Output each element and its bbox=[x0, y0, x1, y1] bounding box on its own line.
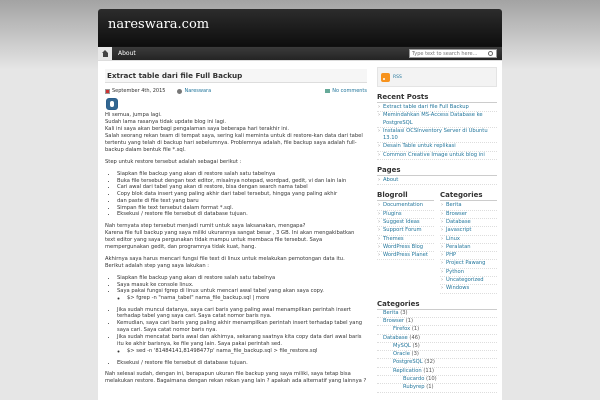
category-link[interactable]: › Peralatan bbox=[440, 244, 497, 252]
site-header bbox=[98, 9, 502, 46]
category-tree-item[interactable] bbox=[377, 359, 497, 367]
blogroll-link[interactable]: › Documentation bbox=[377, 202, 434, 210]
recent-posts-title: Recent Posts bbox=[377, 93, 497, 103]
category-tree-item[interactable] bbox=[377, 326, 497, 334]
categories-tree-title: Categories bbox=[377, 300, 497, 310]
category-link[interactable]: › Python bbox=[440, 269, 497, 277]
category-tree-item[interactable] bbox=[377, 384, 497, 392]
blogroll-title: Blogroll bbox=[377, 191, 434, 201]
pages-title: Pages bbox=[377, 166, 497, 176]
list-item: • Cari awal dari tabel yang akan di restore, bisa dengan search nama tabel bbox=[117, 184, 367, 191]
command-line: ◦ $> sed -n '81484141,81498477p' nama_file_backup.sql > file_restore.sql bbox=[127, 348, 367, 355]
blogroll-link[interactable]: › Suggest Ideas bbox=[377, 219, 434, 227]
category-count: (10) bbox=[426, 376, 437, 383]
category-tree-label[interactable]: Bucardo bbox=[403, 376, 425, 383]
list-item: • Jika sudah muncul datanya, saya cari baris yang paling awal menampilkan perintah insert bbox=[117, 307, 367, 314]
category-tree-item[interactable] bbox=[377, 343, 497, 351]
recent-post-link[interactable]: › Common Creative Image untuk blog ini bbox=[377, 152, 497, 160]
recent-post-link[interactable]: › Extract table dari file Full Backup bbox=[377, 104, 497, 112]
category-tree-item[interactable] bbox=[377, 310, 497, 318]
category-count: (11) bbox=[423, 367, 435, 374]
comment-icon bbox=[325, 89, 330, 93]
category-tree-label[interactable]: Rubyrep bbox=[403, 384, 425, 391]
category-count: (1) bbox=[411, 326, 420, 333]
paragraph: Berikut adalah step yang saya lakukan : bbox=[105, 262, 210, 269]
category-tree-item[interactable] bbox=[377, 368, 497, 376]
search-input[interactable] bbox=[409, 49, 497, 58]
list-item: • dan paste di file text yang baru bbox=[117, 198, 367, 205]
rss-widget[interactable] bbox=[377, 67, 497, 87]
recent-post-link[interactable]: › Memindahkan MS-Access Database ke PostgreSQL bbox=[377, 112, 497, 128]
main-column bbox=[105, 69, 367, 385]
search-icon[interactable] bbox=[488, 51, 493, 56]
site-title[interactable]: nareswara.com bbox=[108, 17, 210, 32]
category-tree-item[interactable] bbox=[377, 335, 497, 343]
category-link[interactable]: › Browser bbox=[440, 211, 497, 219]
paragraph: melakukan restore. Bagaimana dengan rekan rekan yang lain ? apakah ada alternatif yang lainnya ? bbox=[105, 378, 367, 385]
categories-widget bbox=[440, 185, 497, 293]
list-item: • Buka file tersebut dengan text editor, misalnya notepad, wordpad, gedit, vi dan lain lain bbox=[117, 178, 367, 185]
category-count: (1) bbox=[405, 317, 414, 324]
paragraph: Nah selesai sudah, dengan ini, berapapun ukuran file backup yang saya miliki, saya tetap bisa bbox=[105, 371, 351, 378]
list-item: • Copy blok data insert yang paling akhir dari tabel tersebut, hingga yang paling akhir bbox=[117, 191, 367, 198]
list-item: • Saya pakai fungsi fgrep di linux untuk mencari awal tabel yang akan saya copy. bbox=[117, 288, 367, 295]
category-tree-label[interactable]: Berita bbox=[383, 309, 399, 316]
category-link[interactable]: › Javascript bbox=[440, 227, 497, 235]
category-link[interactable]: › Database bbox=[440, 219, 497, 227]
categories-title: Categories bbox=[440, 191, 497, 201]
category-count: (1) bbox=[426, 384, 434, 391]
category-tree-item[interactable] bbox=[377, 376, 497, 384]
user-icon bbox=[177, 89, 182, 94]
category-tree-label[interactable]: Replication bbox=[393, 367, 422, 374]
home-tab[interactable] bbox=[98, 47, 112, 60]
paragraph: Kali ini saya akan berbagi pengalaman saya beberapa hari terakhir ini. bbox=[105, 126, 290, 132]
category-count: (46) bbox=[409, 334, 421, 341]
blogroll-widget bbox=[377, 185, 434, 293]
list-item: • Siapkan file backup yang akan di restore salah satu tabelnya bbox=[117, 275, 367, 282]
home-icon bbox=[102, 50, 109, 57]
paragraph: text editor yang saya pergunakan tidak mampu untuk membaca file tersebut. Saya bbox=[105, 236, 323, 243]
list-item: • Jika sudah mencatat baris awal dan akhirnya, sekarang saatnya kita copy data dari awal baris bbox=[117, 334, 367, 341]
steps2-list bbox=[117, 275, 367, 366]
recent-post-link[interactable]: › Desain Table untuk replikasi bbox=[377, 143, 497, 151]
category-link[interactable]: › PHP bbox=[440, 252, 497, 260]
paragraph: Sudah lama rasanya tidak update blog ini lagi. bbox=[105, 119, 227, 125]
steps-list bbox=[117, 171, 367, 218]
post-meta bbox=[105, 86, 367, 96]
category-count: (5) bbox=[412, 342, 420, 349]
rss-label[interactable]: RSS bbox=[393, 74, 402, 80]
post-body bbox=[105, 112, 367, 385]
post-comments[interactable]: No comments bbox=[332, 88, 367, 94]
calendar-icon bbox=[105, 89, 110, 94]
paragraph: backup dalam bentuk file *.sql. bbox=[105, 147, 186, 153]
blogroll-link[interactable]: › Support Forum bbox=[377, 227, 434, 235]
nav-about[interactable]: About bbox=[118, 50, 136, 57]
post-date: September 4th, 2015 bbox=[112, 88, 166, 94]
recent-post-link[interactable]: › Instalasi OCSInventory Server di Ubuntu 13.10 bbox=[377, 128, 497, 144]
command-line: ◦ $> fgrep -n "nama_tabel" nama_file_backup.sql | more bbox=[127, 295, 367, 302]
categories-tree bbox=[377, 310, 497, 393]
list-continuation: terhadap tabel yang saya cari. Saya catat nomor baris nya. bbox=[117, 313, 272, 320]
category-link[interactable]: › Berita bbox=[440, 202, 497, 210]
post-author[interactable]: Nareswara bbox=[184, 88, 212, 94]
nav-bar bbox=[98, 46, 502, 60]
category-link[interactable]: › Uncategorized bbox=[440, 277, 497, 285]
post-title[interactable]: Extract table dari file Full Backup bbox=[105, 69, 367, 83]
paragraph: Salah seorang rekan team di tempat saya, sering kali meminta untuk di restore-kan data dari tabel bbox=[105, 133, 363, 139]
category-link[interactable]: › Project Pawang bbox=[440, 260, 497, 268]
paragraph: tertentu yang telah di backup hari sebelumnya. Problemnya adalah, file backup saya adalah full- bbox=[105, 140, 357, 146]
paragraph: mempergunakan gedit, dan programnya tidak kuat, hang. bbox=[105, 243, 257, 250]
category-link[interactable]: › Linux bbox=[440, 236, 497, 244]
sidebar bbox=[377, 67, 497, 393]
blogroll-list bbox=[377, 202, 434, 260]
category-tree-label[interactable]: Browser bbox=[383, 317, 405, 324]
paragraph: Akhirnya saya harus mencari fungsi file text di linux untuk melakukan pemotongan data itu. bbox=[105, 255, 345, 262]
category-tree-label[interactable]: PostgreSQL bbox=[393, 359, 423, 366]
category-tree-label[interactable]: Firefox bbox=[393, 326, 411, 333]
list-continuation: saya cari. Saya catat nomor baris nya. bbox=[117, 327, 218, 334]
category-count: (3) bbox=[400, 309, 408, 316]
list-item: • Eksekusi / restore file tersebut di database tujuan. bbox=[117, 211, 367, 218]
category-count: (32) bbox=[424, 359, 435, 366]
blogroll-link[interactable]: › WordPress Blog bbox=[377, 244, 434, 252]
category-tree-item[interactable] bbox=[377, 318, 497, 326]
two-column-widgets bbox=[377, 185, 497, 293]
paragraph: Hi semua, jumpa lagi. bbox=[105, 112, 162, 118]
rss-icon[interactable] bbox=[381, 73, 390, 82]
blogroll-link[interactable]: › WordPress Planet bbox=[377, 252, 434, 260]
content-area bbox=[98, 61, 502, 400]
list-item: • Simpan file text tersebut dalam format *.sql. bbox=[117, 205, 367, 212]
paragraph: Karena file full backup yang saya miliki ukurannya sangat besar , 3 GB. Ini akan mengakibatkan bbox=[105, 229, 355, 236]
blogroll-link[interactable]: › Plugins bbox=[377, 211, 434, 219]
pages-list bbox=[377, 177, 497, 185]
category-tree-item[interactable] bbox=[377, 351, 497, 359]
list-item: • Siapkan file backup yang akan di restore salah satu tabelnya bbox=[117, 171, 367, 178]
recent-posts-list bbox=[377, 104, 497, 160]
page-link-about[interactable]: › About bbox=[377, 177, 497, 185]
list-continuation: itu ke akhir barisnya, ke file yang lain. Saya pakai perintah sed. bbox=[117, 340, 283, 347]
category-tree-label[interactable]: Database bbox=[383, 334, 408, 341]
category-tree-label[interactable]: MySQL bbox=[393, 342, 411, 349]
page-wrapper bbox=[98, 9, 502, 400]
paragraph: Nah ternyata step tersebut menjadi rumit untuk saya laksanakan, mengapa? bbox=[105, 222, 306, 229]
list-item: • Saya masuk ke console linux. bbox=[117, 282, 367, 289]
category-count: (3) bbox=[411, 351, 419, 358]
category-tree-label[interactable]: Oracle bbox=[393, 351, 410, 358]
list-item: • Kemudian, saya cari baris yang paling akhir menampilkan perintah insert terhadap tabel yang bbox=[117, 320, 367, 327]
categories-list bbox=[440, 202, 497, 293]
postgresql-elephant-icon bbox=[106, 98, 118, 110]
steps-intro: Step untuk restore tersebut adalah sebagai berikut : bbox=[105, 159, 242, 165]
list-item: • Eksekusi / restore file tersebut di database tujuan. bbox=[117, 360, 367, 367]
category-link[interactable]: › Windows bbox=[440, 285, 497, 293]
blogroll-link[interactable]: › Themes bbox=[377, 236, 434, 244]
